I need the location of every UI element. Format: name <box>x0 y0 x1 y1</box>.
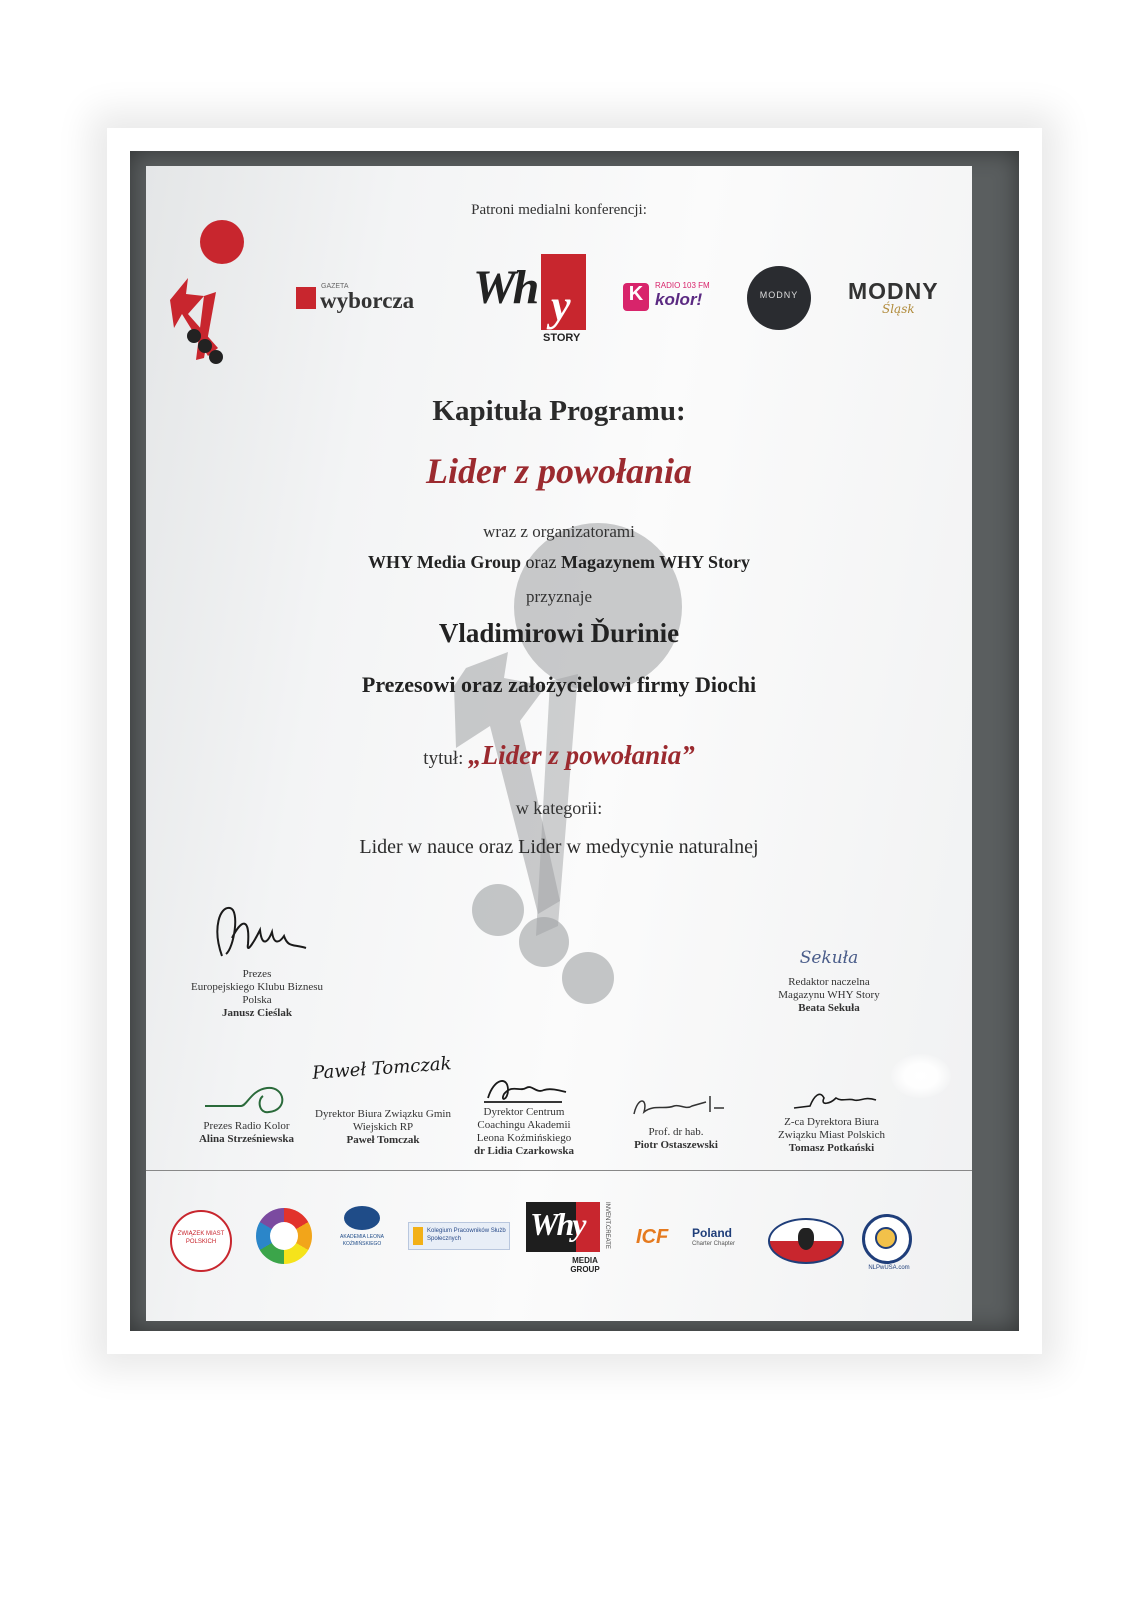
signature-ciesla: Prezes Europejskiego Klubu Biznesu Polska Janusz Cieślak <box>172 898 342 1020</box>
award-title-label: tytuł: <box>423 748 469 769</box>
program-name: Lider z powołania <box>425 451 693 491</box>
handwritten-signature <box>780 1084 884 1116</box>
signature-sekula: Sekuła Redaktor naczelna Magazynu WHY Story Beata Sekuła <box>764 952 894 1015</box>
why-story-logo: Wh y STORY <box>471 254 591 346</box>
partner-logos <box>146 1186 972 1306</box>
why-media-group-logo: Why INVENT.CREATE MEDIA GROUP <box>526 1202 614 1282</box>
modny-circle-logo: MODNY <box>747 266 811 330</box>
eagle-emblem-logo <box>768 1218 844 1264</box>
organizers-line <box>146 552 972 573</box>
recipient-name: Vladimirowi Ďurinie <box>438 618 680 648</box>
lider-emblem-logo <box>164 218 254 368</box>
zmp-logo: ZWIĄZEK MIAST POLSKICH <box>170 1210 232 1272</box>
program-chapter-heading: Kapituła Programu: <box>432 395 686 427</box>
gmin-logo <box>256 1208 312 1264</box>
footer-divider <box>146 1170 972 1171</box>
icf-poland-logo: ICF Poland Charter Chapter <box>636 1226 736 1248</box>
signature-czarkowska: Dyrektor Centrum Coachingu Akademii Leona Koźmińskiego dr Lidia Czarkowska <box>459 1072 589 1158</box>
organizer-2: Magazynem WHY Story <box>561 552 750 572</box>
awards-text: przyznaje <box>525 587 593 606</box>
handwritten-signature <box>624 1086 728 1126</box>
handwritten-signature <box>474 1072 574 1106</box>
certificate-paper: Patroni medialni konferencji: GAZETA wyborcza Wh y STORY K RADIO 103 FM kolor! MODNY MODNY Śląsk Kapituła Programu: Lider z powołania wraz z organizatorami WHY Media Group oraz Magazynem WHY Story przyznaje Vladimirowi Ďurinie Prezesowi oraz założycielowi firmy Diochi tytuł: „Lider z powołania” w kategorii: Lider w nauce oraz Lider w medycynie naturalnej Prezes Europejskiego Klubu Biznesu Polska Janusz Cieślak Sekuła Redaktor naczelna Magazynu WHY Story Beata Sekuła Prezes Radio Kolor Alina Strześniewska Paweł Tomczak Dyrektor Biura Związku Gmin Wiejskich RP Paweł Tomczak Dyrektor Centrum Coachingu Akademii Leona Koźmińskiego dr Lidia Czarkowska Prof. dr hab. Piotr Ostaszewski Z-ca Dyrektora Biura Związku Miast Polskich Tomasz Potkański ZWIĄZEK MIAST POLSKICH AKADEMIA LEONA KOŹMIŃSKIEGO Kolegium Pracowników Służb Społecznych Why INVENT.CREATE MEDIA GROUP ICF Poland Charter Chapter NLPwUSA.com <box>146 166 972 1321</box>
akademia-logo: AKADEMIA LEONA KOŹMIŃSKIEGO <box>330 1206 394 1266</box>
signature-ostaszewski: Prof. dr hab. Piotr Ostaszewski <box>616 1086 736 1152</box>
light-glare <box>891 1054 951 1098</box>
kolegium-logo: Kolegium Pracowników Służb Społecznych <box>408 1222 510 1250</box>
recipient-role: Prezesowi oraz założycielowi firmy Diochi <box>361 672 757 697</box>
organizer-1: WHY Media Group <box>368 552 522 572</box>
category-value: Lider w nauce oraz Lider w medycynie naturalnej <box>359 836 759 858</box>
nlp-usa-logo: NLPwUSA.com <box>862 1214 912 1264</box>
award-title-line <box>146 740 972 771</box>
handwritten-signature <box>197 1076 297 1120</box>
signature-strzesniewska: Prezes Radio Kolor Alina Strześniewska <box>184 1076 309 1146</box>
handwritten-signature: Sekuła <box>799 948 859 968</box>
signature-potkanski: Z-ca Dyrektora Biura Związku Miast Polskich Tomasz Potkański <box>764 1084 899 1155</box>
with-organizers-text: wraz z organizatorami <box>483 522 635 541</box>
signature-tomczak: Paweł Tomczak Dyrektor Biura Związku Gmin Wiejskich RP Paweł Tomczak <box>308 1062 458 1147</box>
organizer-conjunction: oraz <box>521 552 561 572</box>
radio-kolor-logo: K RADIO 103 FM kolor! <box>623 281 723 315</box>
modny-slask-logo: MODNY Śląsk <box>848 278 939 316</box>
award-title-value: „Lider z powołania” <box>468 740 695 770</box>
handwritten-signature <box>202 898 312 968</box>
handwritten-signature: Paweł Tomczak <box>311 1053 453 1084</box>
media-patrons-title: Patroni medialni konferencji: <box>471 202 647 218</box>
category-label: w kategorii: <box>515 798 603 818</box>
